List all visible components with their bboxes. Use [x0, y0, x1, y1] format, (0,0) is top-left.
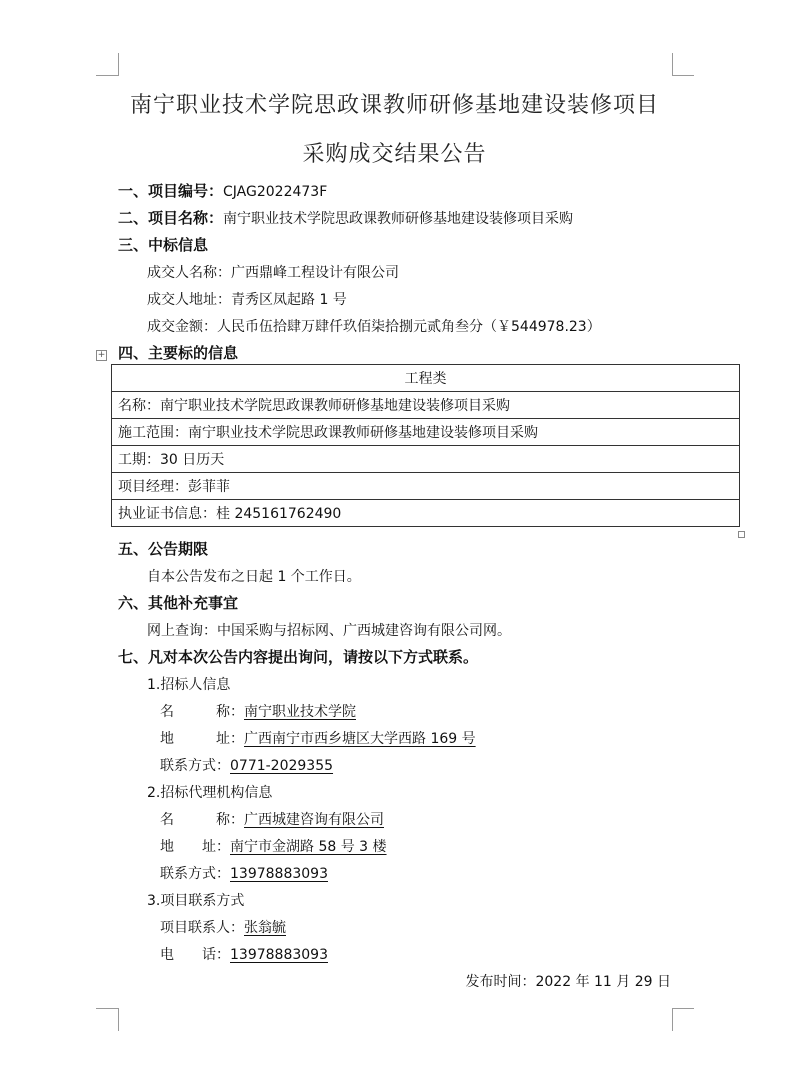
winner-name: 成交人名称：广西鼎峰工程设计有限公司	[147, 265, 399, 281]
project-contact-person: 张翁毓	[244, 920, 286, 936]
tenderer-name: 南宁职业技术学院	[244, 704, 356, 720]
tenderer-address: 广西南宁市西乡塘区大学西路 169 号	[244, 731, 476, 747]
crop-mark-tr-h	[672, 75, 694, 76]
tenderer-tel-row	[160, 755, 333, 775]
crop-mark-tl-h	[96, 75, 118, 76]
notice-period: 自本公告发布之日起 1 个工作日。	[147, 569, 361, 585]
document-title-line2: 采购成交结果公告	[302, 142, 487, 167]
winner-address: 成交人地址：青秀区凤起路 1 号	[147, 292, 347, 308]
section-7-label: 七、凡对本次公告内容提出询问，请按以下方式联系。	[118, 648, 479, 666]
table-row: 工期：30 日历天	[112, 446, 740, 473]
tenderer-tel: 0771-2029355	[230, 758, 334, 774]
agency-name: 广西城建咨询有限公司	[244, 812, 384, 828]
table-row: 项目经理：彭菲菲	[112, 473, 740, 500]
table-resize-handle-icon[interactable]	[738, 531, 745, 538]
project-tel-row	[160, 944, 328, 964]
crop-mark-br-v	[672, 1008, 673, 1031]
table-row: 名称：南宁职业技术学院思政课教师研修基地建设装修项目采购	[112, 392, 740, 419]
section-3-label: 三、中标信息	[118, 236, 209, 254]
section-4-label: 四、主要标的信息	[118, 344, 239, 362]
subject-info-table	[111, 364, 740, 527]
tenderer-heading: 1.招标人信息	[147, 677, 231, 693]
table-row: 施工范围：南宁职业技术学院思政课教师研修基地建设装修项目采购	[112, 419, 740, 446]
table-move-handle-icon[interactable]: +	[97, 350, 106, 360]
online-query: 网上查询：中国采购与招标网、广西城建咨询有限公司网。	[147, 623, 511, 639]
agency-name-row	[160, 809, 384, 829]
table-row: 执业证书信息：桂 245161762490	[112, 500, 740, 527]
table-header: 工程类	[112, 365, 740, 392]
tenderer-address-label: 地 址：	[160, 731, 244, 747]
section-2-label: 二、项目名称：	[118, 209, 224, 227]
agency-tel-row	[160, 863, 328, 883]
project-tel-label: 电 话：	[160, 947, 230, 963]
project-name: 南宁职业技术学院思政课教师研修基地建设装修项目采购	[223, 211, 574, 227]
section-6-label: 六、其他补充事宜	[118, 594, 239, 612]
agency-address: 南宁市金湖路 58 号 3 楼	[230, 839, 387, 855]
tenderer-tel-label: 联系方式：	[160, 758, 230, 774]
tenderer-address-row	[160, 728, 476, 748]
contract-amount: 成交金额：人民币伍拾肆万肆仟玖佰柒拾捌元贰角叁分（￥544978.23）	[147, 319, 601, 335]
project-contact-label: 项目联系人：	[160, 920, 244, 936]
project-contact-heading: 3.项目联系方式	[147, 893, 245, 909]
agency-address-label: 地 址：	[160, 839, 230, 855]
project-number: CJAG2022473F	[223, 184, 328, 200]
section-1-label: 一、项目编号：	[118, 182, 224, 200]
agency-tel-label: 联系方式：	[160, 866, 230, 882]
agency-name-label: 名 称：	[160, 812, 244, 828]
tenderer-name-label: 名 称：	[160, 704, 244, 720]
document-title-line1: 南宁职业技术学院思政课教师研修基地建设装修项目	[129, 93, 659, 118]
agency-heading: 2.招标代理机构信息	[147, 785, 273, 801]
agency-tel: 13978883093	[230, 866, 328, 882]
section-5-label: 五、公告期限	[118, 540, 209, 558]
crop-mark-br-h	[672, 1008, 694, 1009]
crop-mark-bl-h	[96, 1008, 118, 1009]
project-tel: 13978883093	[230, 947, 328, 963]
section-1	[118, 180, 327, 201]
project-contact-row	[160, 917, 286, 937]
crop-mark-bl-v	[118, 1008, 119, 1031]
crop-mark-tr-v	[672, 53, 673, 76]
section-2	[118, 207, 573, 228]
publish-date: 发布时间：2022 年 11 月 29 日	[465, 974, 671, 990]
agency-address-row	[160, 836, 387, 856]
crop-mark-tl-v	[118, 53, 119, 76]
tenderer-name-row	[160, 701, 356, 721]
